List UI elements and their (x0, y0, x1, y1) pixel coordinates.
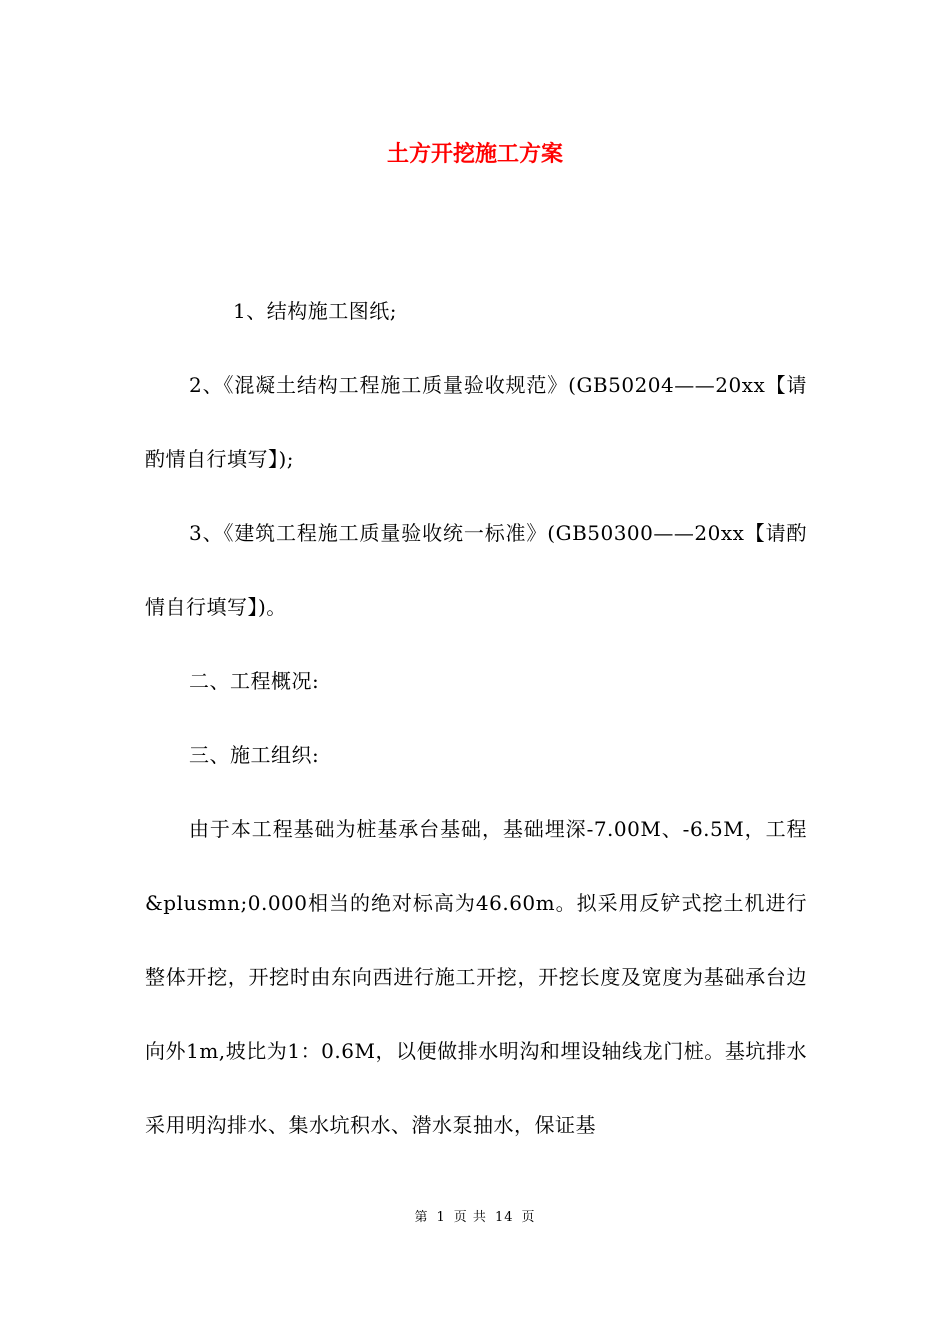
reference-item-2: 2、《混凝土结构工程施工质量验收规范》(GB50204——20xx【请酌情自行填写】); (145, 373, 807, 471)
page-footer (0, 1208, 950, 1228)
document-body (145, 274, 807, 1162)
footer-page-number: 1 (436, 1210, 446, 1225)
body-paragraph: 由于本工程基础为桩基承台基础，基础埋深-7.00M、-6.5M，工程&plusmn;0.000相当的绝对标高为46.60m。拟采用反铲式挖土机进行整体开挖，开挖时由东向西进行施工开挖，开挖长度及宽度为基础承台边向外1m,坡比为1：0.6M，以便做排水明沟和埋设轴线龙门桩。基坑排水采用明沟排水、集水坑积水、潜水泵抽水，保证基 (145, 817, 807, 1137)
footer-suffix: 页 (521, 1210, 536, 1225)
section-heading-organization: 三、施工组织: (189, 743, 320, 767)
section-heading-overview: 二、工程概况: (189, 669, 320, 693)
footer-middle: 页 共 (453, 1210, 487, 1225)
document-title: 土方开挖施工方案 (386, 141, 563, 167)
footer-total-pages: 14 (494, 1210, 514, 1225)
reference-item-1: 1、结构施工图纸; (233, 299, 397, 323)
footer-prefix: 第 (414, 1210, 429, 1225)
reference-item-3: 3、《建筑工程施工质量验收统一标准》(GB50300——20xx【请酌情自行填写】)。 (145, 521, 807, 619)
